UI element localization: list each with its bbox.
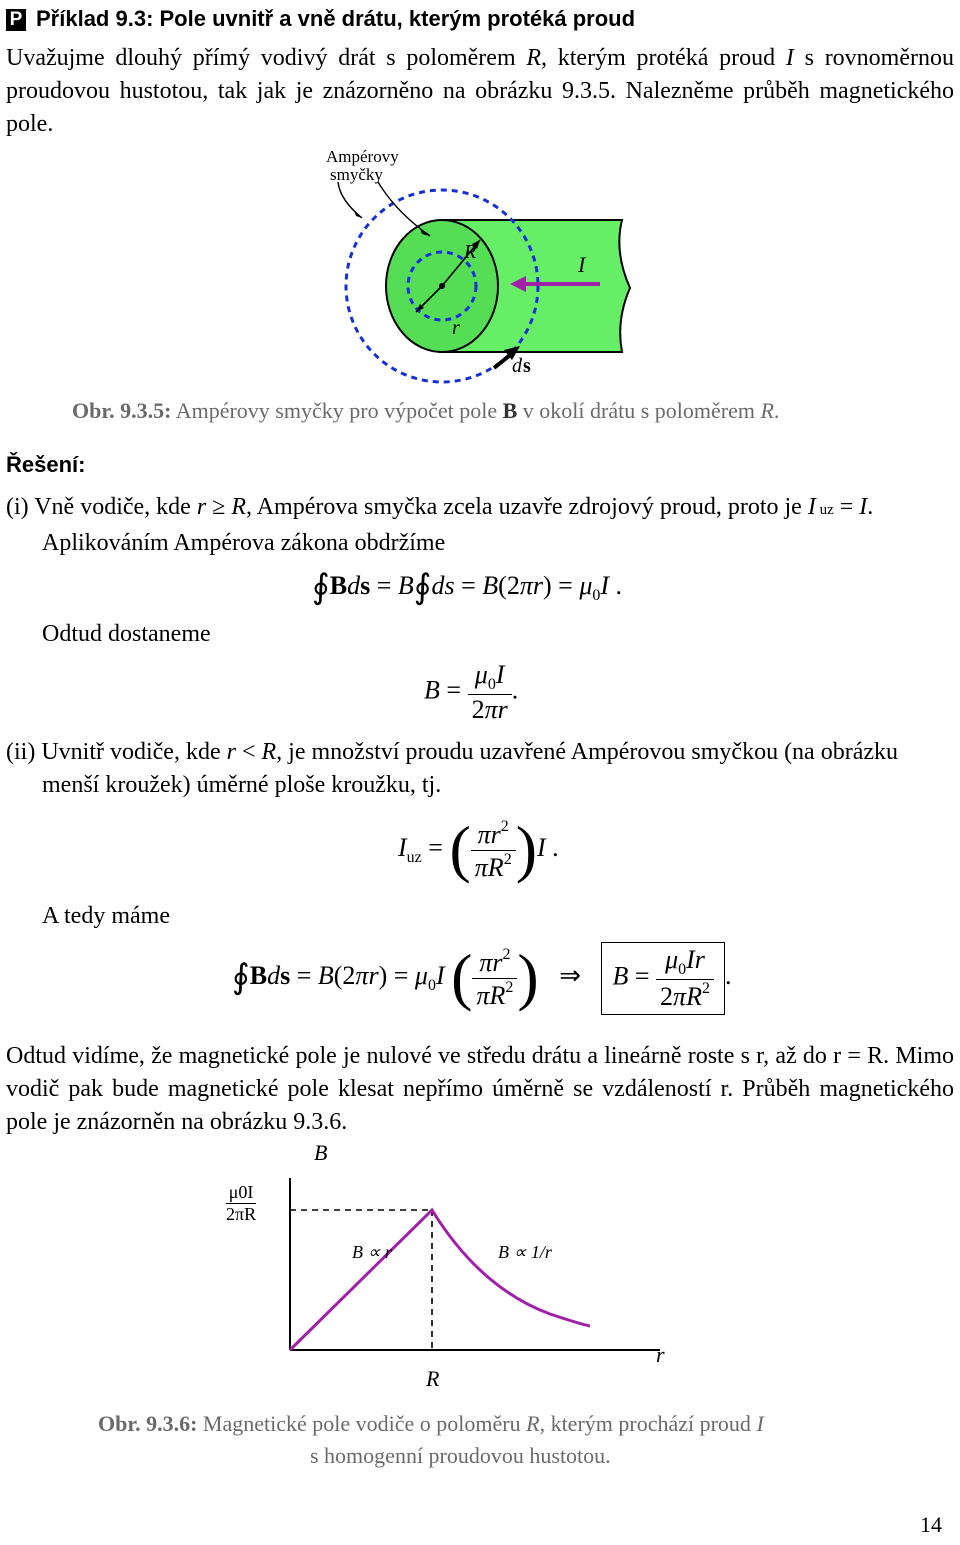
peak-value-label: μ0I 2πR [226, 1182, 257, 1224]
figure2-caption-prefix: Obr. 9.3.6: [98, 1411, 198, 1436]
part1-paragraph: (i) Vně vodiče, kde r ≥ R, Ampérova smyčka zcela uzavře zdrojový proud, proto je I uz = I. Aplikováním Ampérova zákona obdržíme [6, 494, 874, 556]
figure1-caption-prefix: Obr. 9.3.5: [72, 398, 172, 423]
figure-ampere-loops [300, 140, 660, 390]
example-badge: P [6, 9, 26, 31]
example-title: Příklad 9.3: Pole uvnitř a vně drátu, kterým protéká proud [36, 6, 636, 31]
ds-label-d: d [512, 355, 522, 377]
boxed-result: B = $\frac{\mu_0Ir}{2\pi R^2}$ [601, 942, 724, 1015]
loops-label-line1: Ampérovy [326, 147, 399, 166]
axis-r-label: r [656, 1342, 665, 1367]
solution-heading: Řešení: [6, 452, 86, 477]
current-label: I [578, 252, 586, 277]
axis-B-label: B [314, 1140, 328, 1165]
linear-region-label: B ∝ r [352, 1242, 392, 1262]
equation-enclosed-current: $I_{uz}$ = ( $\frac{\pi r^2}{\pi R^2}$ )I . [398, 813, 559, 884]
conclusion-paragraph: Odtud vidíme, že magnetické pole je nulové ve středu drátu a lineárně roste s r, až do r = R. Mimo vodič pak bude magnetické pole klesat nepřímo úměrně se vzdáleností r. Průběh magnetického pole je znázorněn na obrázku 9.3.6. [6, 1043, 954, 1135]
B-curve [290, 1210, 590, 1350]
example-header [6, 6, 635, 32]
equation-ampere-outside: ∮Bds = B∮ds = $B(2\pi r) = \mu_0I$ . [312, 569, 623, 606]
figure-B-vs-r [280, 1138, 700, 1400]
intro-paragraph: Uvažujme dlouhý přímý vodivý drát s poloměrem R, kterým protéká proud I s rovnoměrnou proudovou hustotou, tak jak je znázorněno na obrázku 9.3.5. Nalezněme průběh magnetického pole. [6, 45, 954, 137]
equation-ampere-inside: ∮Bds = $B(2\pi r) = \mu_0I$ ( $\frac{\pi r^2}{\pi R^2}$ ) ⇒ B = $\frac{\mu_0Ir}{2\pi R^2}$ . [232, 940, 731, 1015]
figure1-caption: Obr. 9.3.5: Ampérovy smyčky pro výpočet pole B v okolí drátu s poloměrem R. [72, 398, 780, 423]
part1-followup: Odtud dostaneme [42, 621, 211, 647]
ds-label-s: s [523, 355, 531, 377]
inverse-region-label: B ∝ 1/r [498, 1242, 552, 1262]
part2-paragraph: (ii) Uvnitř vodiče, kde r < R, je množství proudu uzavřené Ampérovou smyčkou (na obrázku menší kroužek) úměrné ploše kroužku, tj. [6, 739, 899, 798]
tick-R-label: R [426, 1366, 440, 1391]
loops-label-line2: smyčky [330, 165, 383, 184]
page-number: 14 [920, 1512, 942, 1537]
equation-B-outside: B = $\frac{\mu_0I}{2\pi r}$ . [424, 660, 519, 724]
figure2-caption-line2: s homogenní proudovou hustotou. [310, 1443, 611, 1468]
radius-R-label: R [464, 241, 477, 263]
radius-r-label: r [452, 317, 460, 339]
figure2-caption: Obr. 9.3.6: Magnetické pole vodiče o poloměru R, kterým prochází proud I s homogenní proudovou hustotou. [98, 1411, 764, 1468]
part2-followup: A tedy máme [42, 903, 170, 929]
